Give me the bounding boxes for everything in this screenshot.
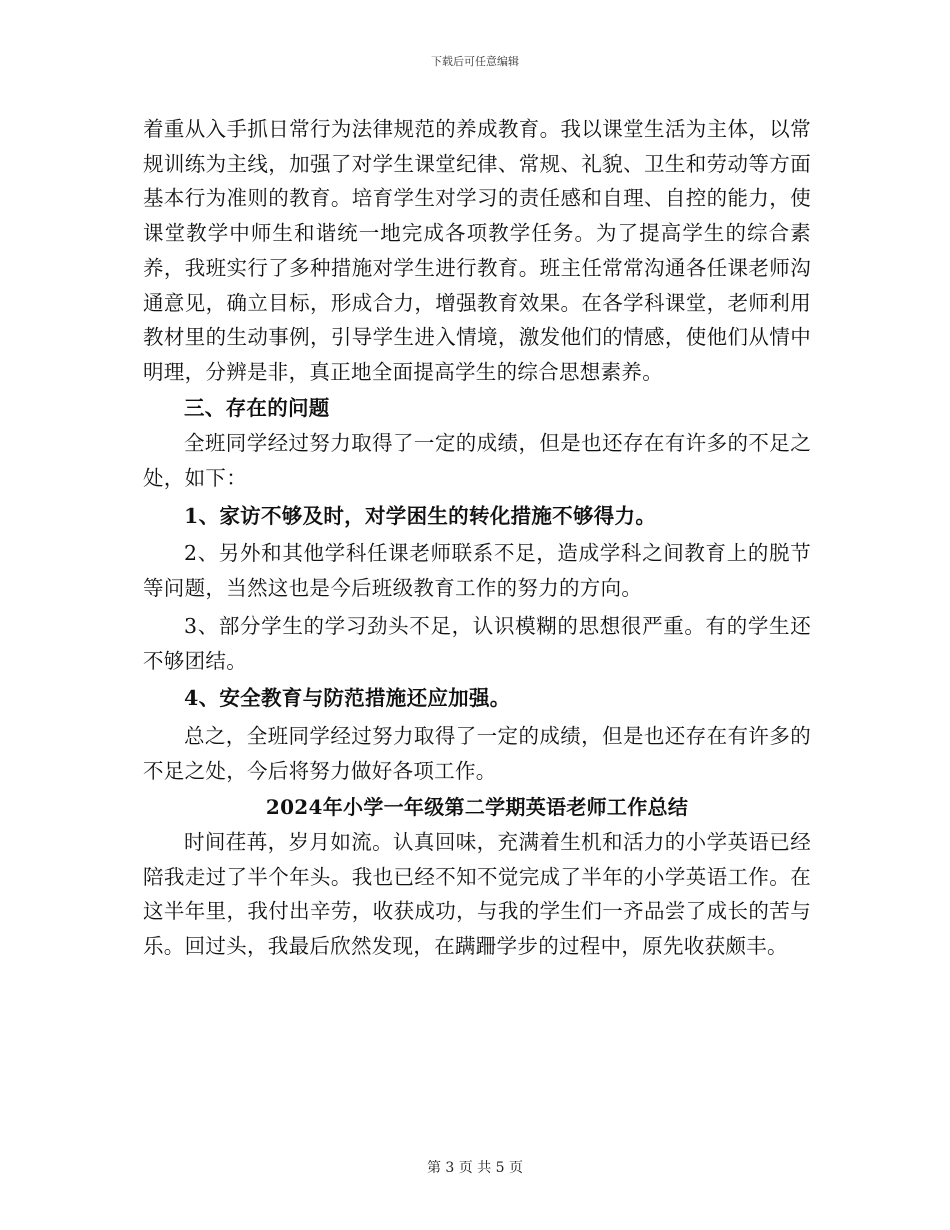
problem-item-1: 1、家访不够及时，对学困生的转化措施不够得力。	[184, 503, 657, 528]
section-heading-problems: 三、存在的问题	[184, 395, 330, 420]
problem-item-2: 2、另外和其他学科任课老师联系不足，造成学科之间教育上的脱节等问题，当然这也是今后班级教育工作的努力的方向。	[143, 541, 811, 601]
paragraph-conclusion: 总之，全班同学经过努力取得了一定的成绩，但是也还存在有许多的不足之处，今后将努力做好各项工作。	[143, 723, 811, 783]
paragraph-behavior-education: 着重从入手抓日常行为法律规范的养成教育。我以课堂生活为主体，以常规训练为主线，加强了对学生课堂纪律、常规、礼貌、卫生和劳动等方面基本行为准则的教育。培育学生对学习的责任感和自理、自控的能力，使课堂教学中师生和谐统一地完成各项教学任务。为了提高学生的综合素养，我班实行了多种措施对学生进行教育。班主任常常沟通各任课老师沟通意见，确立目标，形成合力，增强教育效果。在各学科课堂，老师利用教材里的生动事例，引导学生进入情境，激发他们的情感，使他们从情中明理，分辨是非，真正地全面提高学生的综合思想素养。	[143, 117, 811, 384]
document-title: 2024年小学一年级第二学期英语老师工作总结	[265, 795, 689, 820]
paragraph-english-teacher-intro: 时间荏苒，岁月如流。认真回味，充满着生机和活力的小学英语已经陪我走过了半个年头。我也已经不知不觉完成了半年的小学英语工作。在这半年里，我付出辛劳，收获成功，与我的学生们一齐品尝了成长的苦与乐。回过头，我最后欣然发现，在蹒跚学步的过程中，原先收获颇丰。	[143, 830, 811, 959]
page-number: 第 3 页 共 5 页	[426, 1160, 524, 1176]
paragraph-problems-intro: 全班同学经过努力取得了一定的成绩，但是也还存在有许多的不足之处，如下：	[143, 431, 811, 491]
document-body	[143, 112, 811, 964]
problem-item-3: 3、部分学生的学习劲头不足，认识模糊的思想很严重。有的学生还不够团结。	[143, 613, 811, 673]
page-header: 下载后可任意编辑	[431, 55, 519, 68]
problem-item-4: 4、安全教育与防范措施还应加强。	[184, 686, 511, 711]
